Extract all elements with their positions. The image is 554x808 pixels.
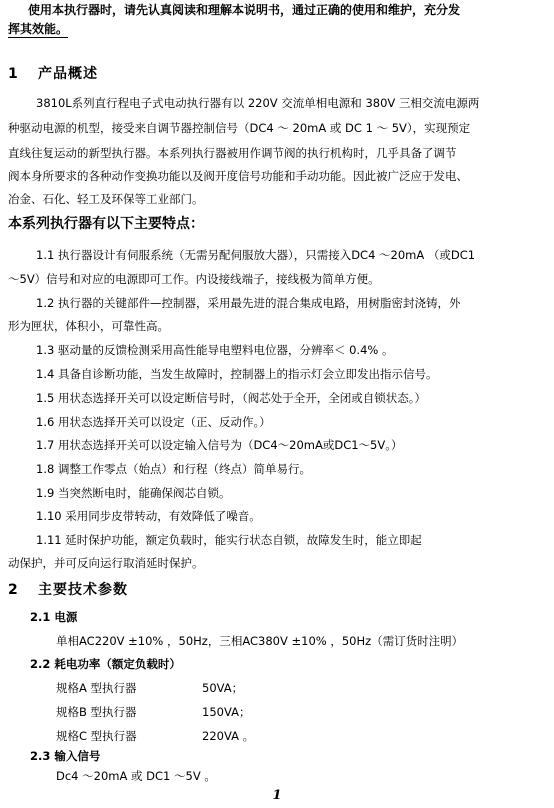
feature-line-9: 1.7 用状态选择开关可以设定输入信号为（DC4～20mA或DC1～5V。） [36, 438, 403, 452]
power-row-c-label: 规格C 型执行器 [56, 729, 137, 743]
feature-line-4: 形为匣状，体积小，可靠性高。 [8, 319, 169, 333]
subsection-2-3-text: Dc4 ～20mA 或 DC1 ～5V 。 [56, 769, 216, 783]
power-row-b-value: 150VA； [202, 705, 251, 719]
feature-line-11: 1.9 当突然断电时，能确保阀芯自锁。 [36, 486, 231, 500]
feature-line-5: 1.3 驱动量的反馈检测采用高性能导电塑料电位器，分辨率＜ 0.4% 。 [36, 343, 394, 357]
section-1-heading [8, 66, 546, 82]
feature-line-14: 动保护，并可反向运行取消延时保护。 [8, 556, 204, 570]
power-row-a-value: 50VA； [202, 681, 244, 695]
feature-line-13: 1.11 延时保护功能，额定负载时，能实行状态自锁，故障发生时，能立即起 [36, 533, 422, 547]
feature-line-10: 1.8 调整工作零点（始点）和行程（终点）简单易行。 [36, 462, 311, 476]
feature-line-8: 1.6 用状态选择开关可以设定（正、反动作。） [36, 415, 271, 429]
feature-line-7: 1.5 用状态选择开关可以设定断信号时，（阀芯处于全开，全闭或自锁状态。） [36, 391, 426, 405]
section-1-para-line-2: 种驱动电源的机型，接受来自调节器控制信号（DC4 ～ 20mA 或 DC 1 ～ 5V），实现预定 [8, 121, 471, 135]
section-1-number: 1 [8, 66, 19, 82]
subsection-2-1-text: 单相AC220V ±10% ，50Hz，三相AC380V ±10% ，50Hz（需订货时注明） [56, 634, 464, 648]
section-1-title: 产品概述 [38, 66, 98, 82]
feature-line-3: 1.2 执行器的关键部件—控制器，采用最先进的混合集成电路，用树脂密封浇铸，外 [36, 296, 461, 310]
intro-line-2 [8, 21, 546, 37]
features-title: 本系列执行器有以下主要特点： [8, 216, 204, 232]
section-2-title: 主要技术参数 [38, 582, 128, 598]
section-1-para-line-1: 3810L系列直行程电子式电动执行器有以 220V 交流单相电源和 380V 三相交流电源两 [36, 96, 480, 110]
intro-line-2-text: 挥其效能。 [8, 22, 69, 36]
subsection-2-1-title: 2.1 电源 [30, 610, 78, 624]
section-2-heading [8, 582, 546, 598]
power-row-c-value: 220VA 。 [202, 729, 255, 743]
section-2-number: 2 [8, 582, 19, 598]
power-row-a-label: 规格A 型执行器 [56, 681, 137, 695]
section-1-para-line-5: 冶金、石化、轻工及环保等工业部门。 [8, 192, 204, 206]
feature-line-12: 1.10 采用同步皮带转动，有效降低了噪音。 [36, 509, 261, 523]
page-number: 1 [272, 788, 282, 803]
feature-line-6: 1.4 具备自诊断功能，当发生故障时，控制器上的指示灯会立即发出指示信号。 [36, 367, 438, 381]
power-row-c [56, 728, 546, 744]
power-row-b-label: 规格B 型执行器 [56, 705, 137, 719]
power-row-a [56, 680, 546, 696]
section-1-para-line-3: 直线往复运动的新型执行器。本系列执行器被用作调节阀的执行机构时，几乎具备了调节 [8, 146, 457, 160]
section-1-para-line-4: 阀本身所要求的各种动作变换功能以及阀开度信号功能和手动功能。因此被广泛应于发电、 [8, 169, 468, 183]
subsection-2-3-title: 2.3 输入信号 [30, 749, 101, 763]
subsection-2-2-title: 2.2 耗电功率（额定负载时） [30, 657, 181, 671]
feature-line-2: ～5V）信号和对应的电源即可工作。内设接线端子，接线极为简单方便。 [8, 272, 380, 286]
power-row-b [56, 704, 546, 720]
feature-line-1: 1.1 执行器设计有伺服系统（无需另配伺服放大器），只需接入DC4 ～20mA （或DC1 [36, 248, 476, 262]
intro-line-1: 使用本执行器时，请先认真阅读和理解本说明书，通过正确的使用和维护，充分发 [28, 3, 461, 17]
